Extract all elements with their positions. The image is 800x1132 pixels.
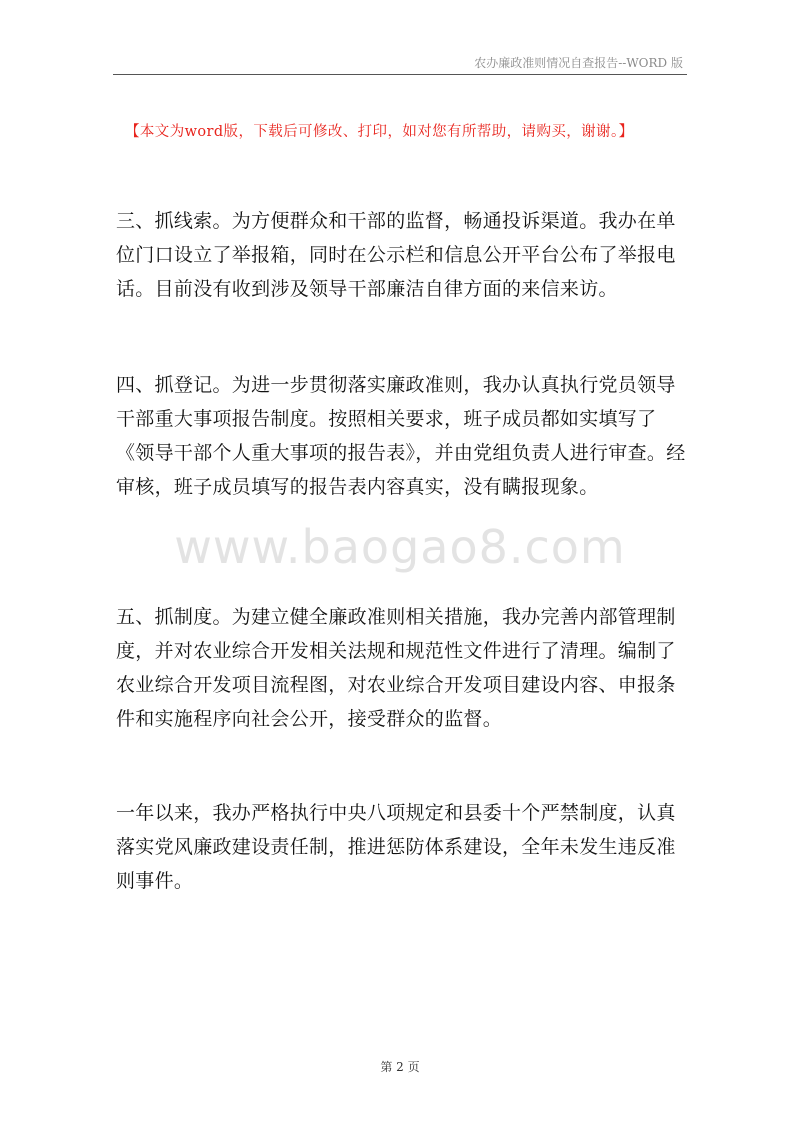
paragraph-summary: 一年以来，我办严格执行中央八项规定和县委十个严禁制度，认真落实党风廉政建设责任制，推进惩防体系建设，全年未发生违反准则事件。 [116,802,676,892]
paragraph-registration: 四、抓登记。为进一步贯彻落实廉政准则，我办认真执行党员领导干部重大事项报告制度。按照相关要求，班子成员都如实填写了《领导干部个人重大事项的报告表》，并由党组负责人进行审查。经审核，班子成员填写的报告表内容真实，没有瞒报现象。 [116,374,686,498]
watermark: www.baogao8.com [174,520,626,574]
header-title: 农办廉政准则情况自查报告--WORD 版 [474,56,683,70]
paragraph-system: 五、抓制度。为建立健全廉政准则相关措施，我办完善内部管理制度，并对农业综合开发相关法规和规范性文件进行了清理。编制了农业综合开发项目流程图，对农业综合开发项目建设内容、申报条件和实施程序向社会公开，接受群众的监督。 [116,606,676,730]
page-header [113,52,687,75]
purchase-notice: 【本文为word版，下载后可修改、打印，如对您有所帮助，请购买，谢谢。】 [125,124,634,140]
page-number: 第 2 页 [380,1060,420,1074]
paragraph-clues: 三、抓线索。为方便群众和干部的监督，畅通投诉渠道。我办在单位门口设立了举报箱，同时在公示栏和信息公开平台公布了举报电话。目前没有收到涉及领导干部廉洁自律方面的来信来访。 [116,210,676,300]
